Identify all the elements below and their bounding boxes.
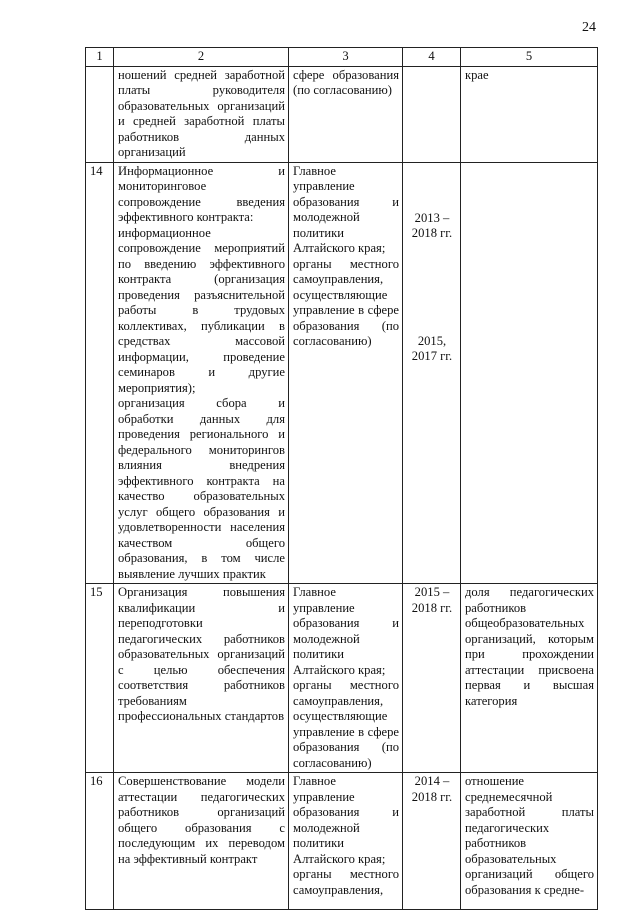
period-text: 2015, 2017 гг. xyxy=(411,333,453,363)
table-row xyxy=(86,162,598,584)
responsible-text-part: органы местного самоуправления, осуществляющие управление в сфере образования (по согласованию) xyxy=(293,678,399,770)
period-cell xyxy=(403,162,461,584)
responsible-text-part: органы местного самоуправления, xyxy=(293,867,399,897)
indicator-cell: отношение среднемесячной заработной платы педагогических работников образовательных организаций общего образования к средне- xyxy=(461,773,598,910)
period-cell: 2014 – 2018 гг. xyxy=(403,773,461,910)
indicator-cell: крае xyxy=(461,66,598,162)
header-cell-3: 3 xyxy=(289,48,403,67)
measure-cell: Организация повышения квалификации и переподготовки педагогических работников образовательных организаций с целью обеспечения соответствия работников требованиям профессиональных стандартов xyxy=(114,584,289,773)
responsible-cell: сфере образования (по согласованию) xyxy=(289,66,403,162)
measure-text-part: Информационное и мониторинговое сопровождение введения эффективного контракта: xyxy=(118,163,285,224)
responsible-text-part: органы местного самоуправления, осуществляющие управление в сфере образования (по согласованию) xyxy=(293,256,399,348)
responsible-text-part: Главное управление образования и молодежной политики Алтайского края; xyxy=(293,585,399,677)
header-cell-4: 4 xyxy=(403,48,461,67)
table-row xyxy=(86,773,598,910)
header-cell-5: 5 xyxy=(461,48,598,67)
responsible-text-part: Главное управление образования и молодежной политики Алтайского края; xyxy=(293,163,399,255)
responsible-cell xyxy=(289,162,403,584)
plan-table xyxy=(85,47,598,910)
measure-text-part: информационное сопровождение мероприятий по введению эффективного контракта (организация проведения разъяснительной работы в трудовых коллективах, публикации в средствах массовой информации, проведение семинаров и другие мероприятия); xyxy=(118,225,285,395)
measure-text-part: организация сбора и обработки данных для проведения регионального и федерального мониторингов влияния внедрения эффективного контракта на качество образовательных услуг общего образования и удовлетворенности населения качеством общего образования, в том числе выявление лучших практик xyxy=(118,396,285,581)
header-row xyxy=(86,48,598,67)
period-cell xyxy=(403,66,461,162)
measure-cell: Совершенствование модели аттестации педагогических работников организаций общего образования с последующим их переводом на эффективный контракт xyxy=(114,773,289,910)
row-number xyxy=(86,66,114,162)
table-row xyxy=(86,66,598,162)
responsible-cell xyxy=(289,773,403,910)
period-cell: 2015 – 2018 гг. xyxy=(403,584,461,773)
measure-cell: ношений средней заработной платы руководителя образовательных организаций и средней заработной платы работников данных организаций xyxy=(114,66,289,162)
row-number: 14 xyxy=(86,162,114,584)
header-cell-2: 2 xyxy=(114,48,289,67)
table-row xyxy=(86,584,598,773)
row-number: 16 xyxy=(86,773,114,910)
period-text: 2013 – 2018 гг. xyxy=(411,210,453,240)
responsible-text-part: Главное управление образования и молодежной политики Алтайского края; xyxy=(293,774,399,866)
row-number: 15 xyxy=(86,584,114,773)
indicator-cell xyxy=(461,162,598,584)
responsible-cell xyxy=(289,584,403,773)
indicator-cell: доля педагогических работников общеобразовательных организаций, которым при прохождении аттестации присвоена первая и высшая категория xyxy=(461,584,598,773)
page-number: 24 xyxy=(582,20,596,35)
header-cell-1: 1 xyxy=(86,48,114,67)
measure-cell xyxy=(114,162,289,584)
